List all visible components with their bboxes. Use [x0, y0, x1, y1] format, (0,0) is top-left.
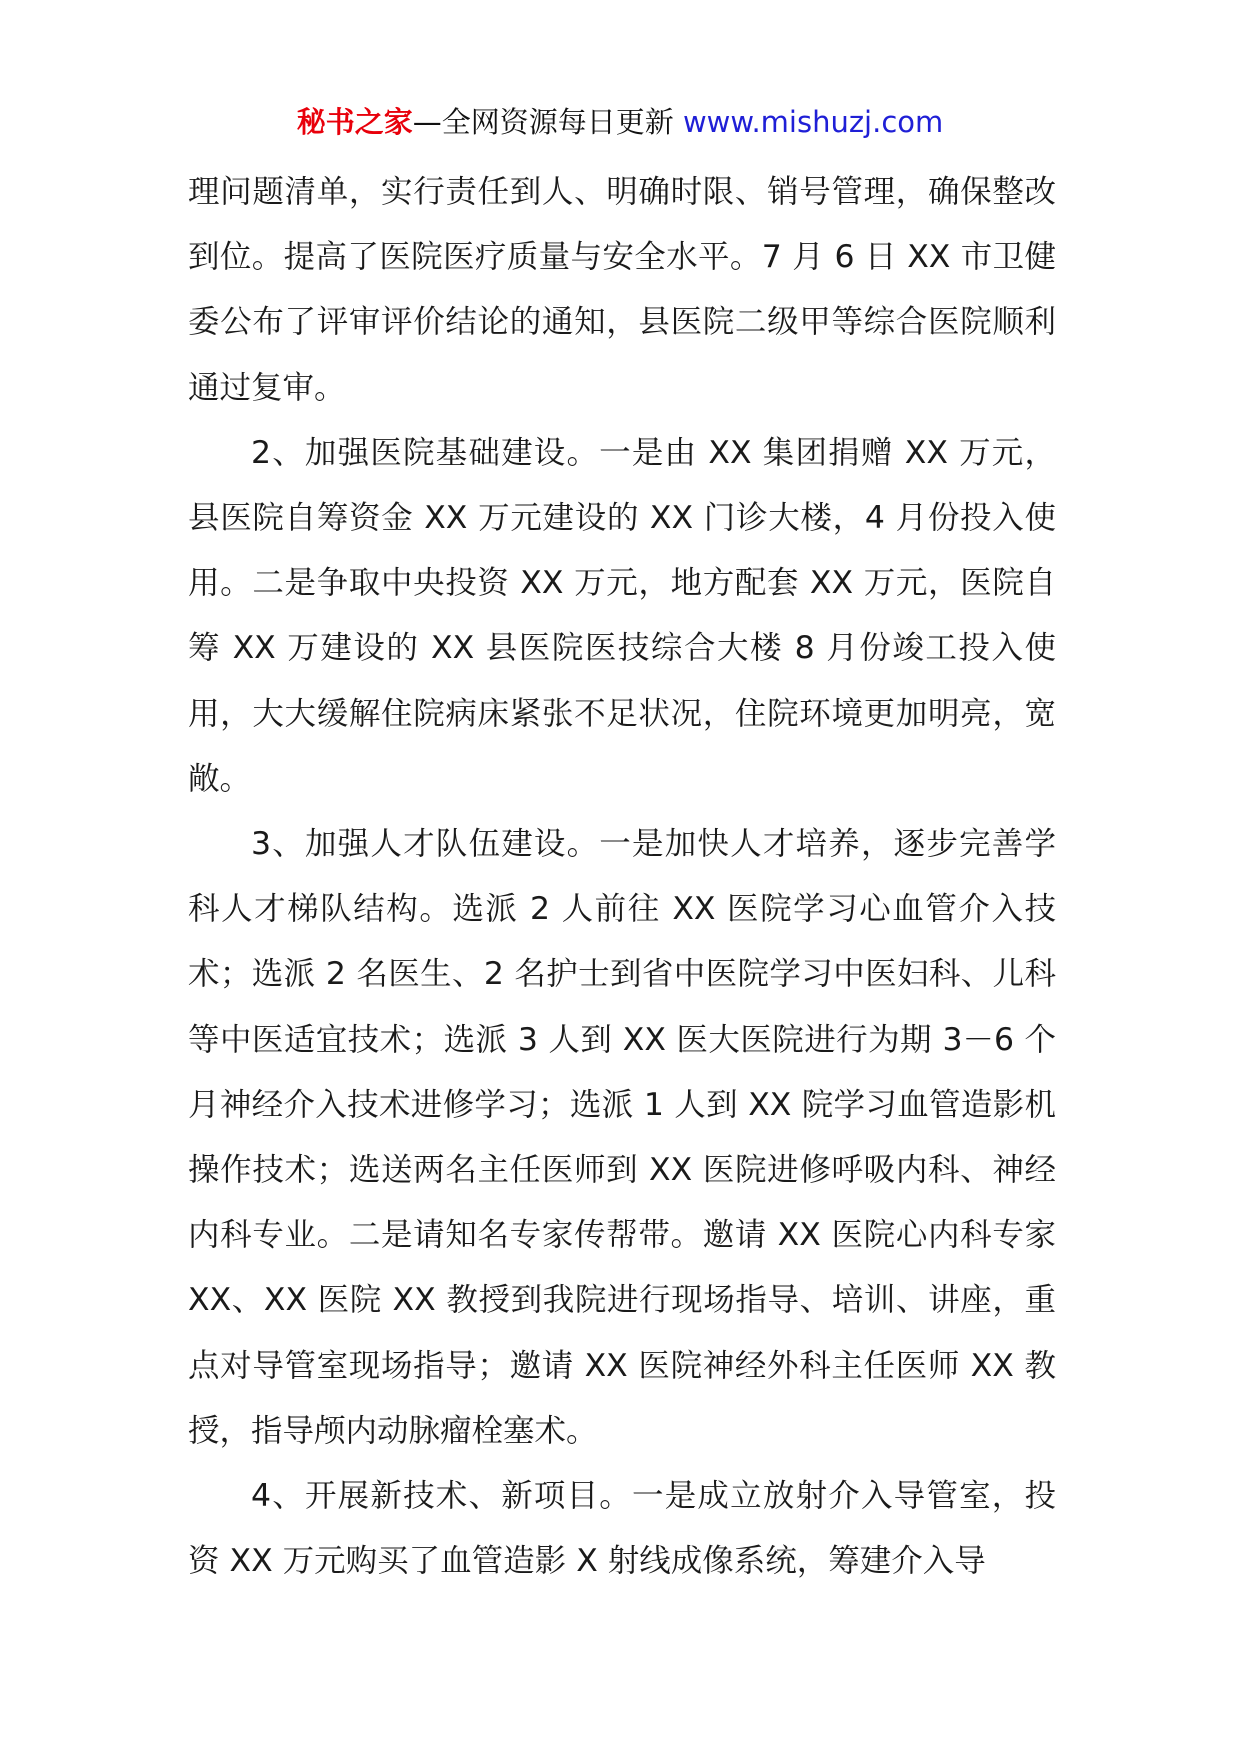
paragraph-new-technology: 4、开展新技术、新项目。一是成立放射介入导管室，投资 XX 万元购买了血管造影 X 射线成像系统，筹建介入导: [188, 1478, 1056, 1580]
paragraph-infrastructure: 2、加强医院基础建设。一是由 XX 集团捐赠 XX 万元，县医院自筹资金 XX 万元建设的 XX 门诊大楼，4 月份投入使用。二是争取中央投资 XX 万元，地方配套 XX 万元，医院自筹 XX 万建设的 XX 县医院医技综合大楼 8 月份竣工投入使用，大大缓解住院病床紧张不足状况，住院环境更加明亮，宽敞。: [188, 434, 1056, 797]
header-slogan: —全网资源每日更新: [412, 105, 683, 139]
document-body: [188, 160, 1056, 1594]
paragraph-talent: 3、加强人才队伍建设。一是加快人才培养，逐步完善学科人才梯队结构。选派 2 人前往 XX 医院学习心血管介入技术；选派 2 名医生、2 名护士到省中医院学习中医妇科、儿科等中医适宜技术；选派 3 人到 XX 医大医院进行为期 3－6 个月神经介入技术进修学习；选派 1 人到 XX 院学习血管造影机操作技术；选送两名主任医师到 XX 医院进修呼吸内科、神经内科专业。二是请知名专家传帮带。邀请 XX 医院心内科专家 XX、XX 医院 XX 教授到我院进行现场指导、培训、讲座，重点对导管室现场指导；邀请 XX 医院神经外科主任医师 XX 教授，指导颅内动脉瘤栓塞术。: [188, 826, 1056, 1449]
paragraph-continuation: 理问题清单，实行责任到人、明确时限、销号管理，确保整改到位。提高了医院医疗质量与安全水平。7 月 6 日 XX 市卫健委公布了评审评价结论的通知，县医院二级甲等综合医院顺利通过复审。: [188, 174, 1056, 406]
website-link[interactable]: www.mishuzj.com: [682, 105, 944, 139]
brand-name: 秘书之家: [296, 105, 413, 139]
page-header: [0, 100, 1240, 144]
